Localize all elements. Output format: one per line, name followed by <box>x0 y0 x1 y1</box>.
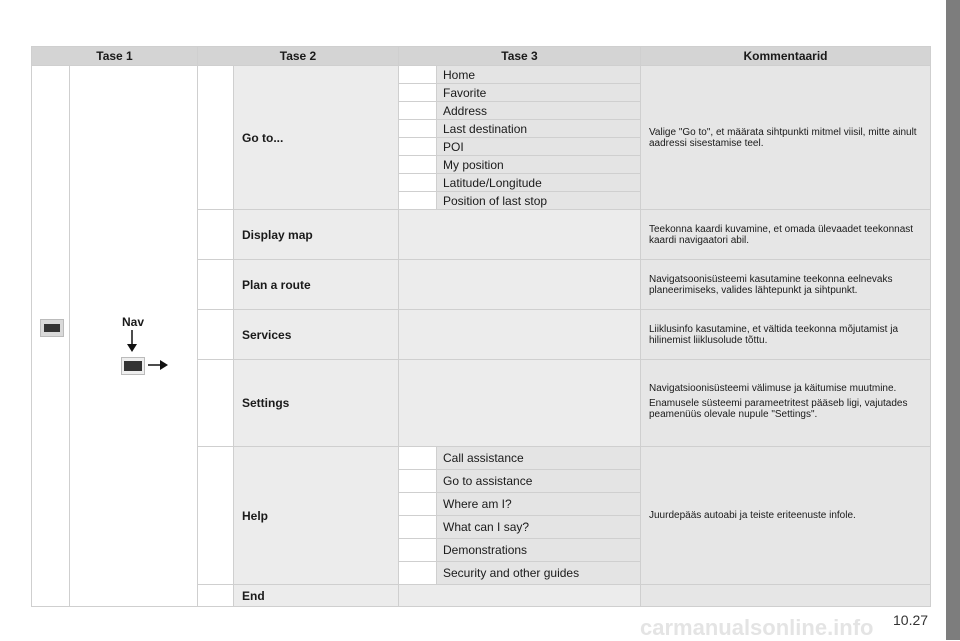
comment-goto: Valige "Go to", et määrata sihtpunkti mitmel viisil, mitte ainult aadressi sisestamise teel. <box>641 66 931 210</box>
nav-label: Nav <box>122 315 145 329</box>
option-demonstrations: Demonstrations <box>437 539 641 562</box>
level2-end: End <box>234 585 399 607</box>
level2-settings: Settings <box>234 360 399 447</box>
option-my-position: My position <box>437 156 641 174</box>
right-arrow-icon <box>148 359 168 371</box>
comment-settings-1: Navigatsioonisüsteemi välimuse ja käitumise muutmine. <box>649 382 897 394</box>
option-go-to-assistance: Go to assistance <box>437 470 641 493</box>
level2-goto: Go to... <box>234 66 399 210</box>
comment-settings <box>641 360 931 447</box>
navigation-menu-table <box>31 46 931 607</box>
menu-button-icon <box>40 319 64 337</box>
nav-button-icon <box>121 357 145 375</box>
comment-help: Juurdepääs autoabi ja teiste eriteenuste infole. <box>641 447 931 585</box>
comment-display-map: Teekonna kaardi kuvamine, et omada ülevaadet teekonnast kaardi navigaatori abil. <box>641 210 931 260</box>
level2-help: Help <box>234 447 399 585</box>
down-arrow-icon <box>126 330 138 352</box>
header-tase-3: Tase 3 <box>399 47 641 66</box>
level2-plan-route: Plan a route <box>234 260 399 310</box>
option-what-can-i-say: What can I say? <box>437 516 641 539</box>
option-home: Home <box>437 66 641 84</box>
page-number: 10.27 <box>893 612 929 628</box>
option-where-am-i: Where am I? <box>437 493 641 516</box>
option-security-guides: Security and other guides <box>437 562 641 585</box>
header-tase-1: Tase 1 <box>32 47 198 66</box>
level1-nav-cell <box>70 66 198 607</box>
level2-display-map: Display map <box>234 210 399 260</box>
header-tase-2: Tase 2 <box>198 47 399 66</box>
table-header-row <box>32 47 931 66</box>
option-call-assistance: Call assistance <box>437 447 641 470</box>
comment-plan-route: Navigatsoonisüsteemi kasutamine teekonna eelnevaks planeerimiseks, valides lähtepunkt ja sihtpunkt. <box>641 260 931 310</box>
header-kommentaarid: Kommentaarid <box>641 47 931 66</box>
option-latitude-longitude: Latitude/Longitude <box>437 174 641 192</box>
level1-icon-cell <box>32 66 70 607</box>
option-address: Address <box>437 102 641 120</box>
option-poi: POI <box>437 138 641 156</box>
level2-services: Services <box>234 310 399 360</box>
page-edge-bar <box>946 0 960 640</box>
comment-services: Liiklusinfo kasutamine, et vältida teekonna mõjutamist ja hilinemist liiklusolude tõttu. <box>641 310 931 360</box>
option-last-destination: Last destination <box>437 120 641 138</box>
option-favorite: Favorite <box>437 84 641 102</box>
comment-settings-2: Enamusele süsteemi parameetritest pääseb ligi, vajutades peamenüüs olevale nupule "Settings". <box>649 397 908 420</box>
option-position-last-stop: Position of last stop <box>437 192 641 210</box>
watermark: carmanualsonline.info <box>640 615 874 640</box>
